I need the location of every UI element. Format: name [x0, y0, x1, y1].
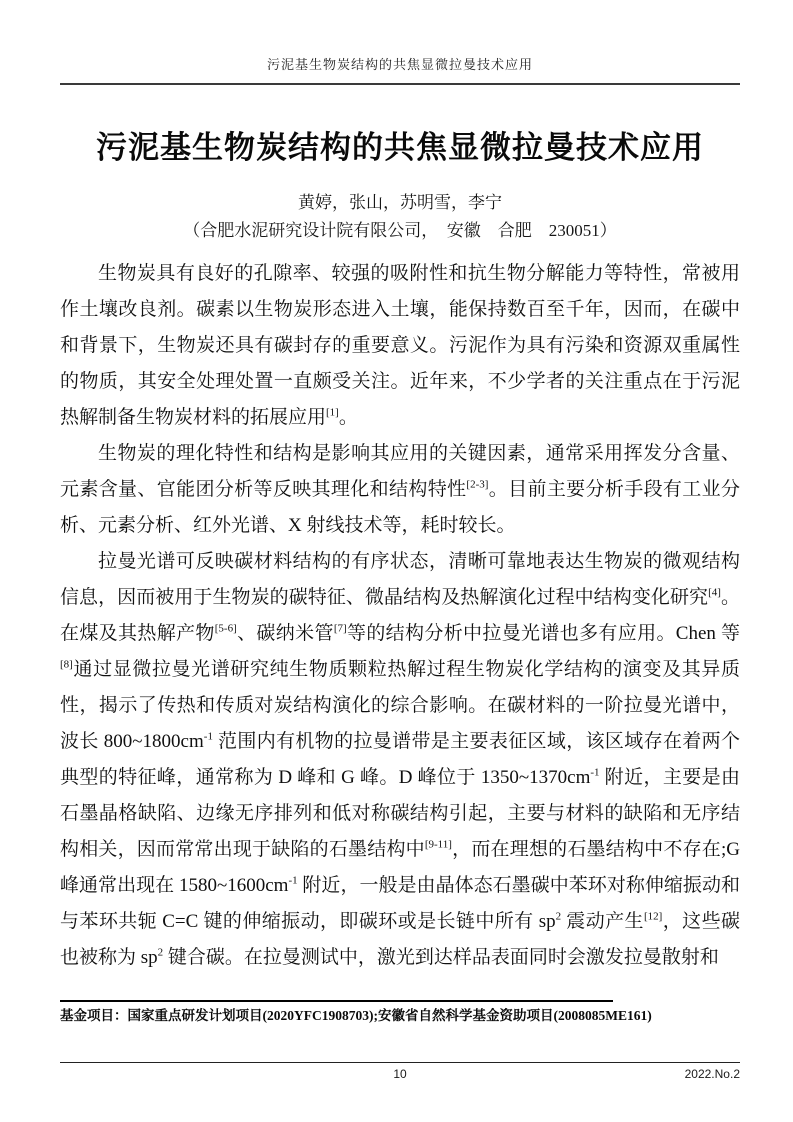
article-body: [60, 256, 740, 976]
page-number: 10: [393, 1067, 407, 1081]
paragraph: 拉曼光谱可反映碳材料结构的有序状态，清晰可靠地表达生物炭的微观结构信息，因而被用于生物炭的碳特征、微晶结构及热解演化过程中结构变化研究[4]。在煤及其热解产物[5-6]、碳纳米管[7]等的结构分析中拉曼光谱也多有应用。Chen 等[8]通过显微拉曼光谱研究纯生物质颗粒热解过程生物炭化学结构的演变及其异质性，揭示了传热和传质对炭结构演化的综合影响。在碳材料的一阶拉曼光谱中，波长 $800\sim 1800cm^{-1}$ 范围内有机物的拉曼谱带是主要表征区域，该区域存在着两个典型的特征峰，通常称为 D 峰和 G 峰。D 峰位于 $1350\sim 1370cm^{-1}$ 附近，主要是由石墨晶格缺陷、边缘无序排列和低对称碳结构引起，主要与材料的缺陷和无序结构相关，因而常常出现于缺陷的石墨结构中[9-11]，而在理想的石墨结构中不存在;G 峰通常出现在 $1580\sim 1600cm^{-1}$ 附近，一般是由晶体态石墨碳中苯环对称伸缩振动和与苯环共轭 C=C 键的伸缩振动，即碳环或是长链中所有 $sp^2$ 震动产生[12]，这些碳也被称为 $sp^2$ 键合碳。在拉曼测试中，激光到达样品表面同时会激发拉曼散射和: [60, 551, 740, 968]
paragraph: 生物炭具有良好的孔隙率、较强的吸附性和抗生物分解能力等特性，常被用作土壤改良剂。碳素以生物炭形态进入土壤，能保持数百至千年，因而，在碳中和背景下，生物炭还具有碳封存的重要意义。污泥作为具有污染和资源双重属性的物质，其安全处理处置一直颇受关注。近年来，不少学者的关注重点在于污泥热解制备生物炭材料的拓展应用[1]。: [60, 263, 740, 428]
running-header: 污泥基生物炭结构的共焦显微拉曼技术应用: [266, 57, 533, 72]
paragraph: 生物炭的理化特性和结构是影响其应用的关键因素，通常采用挥发分含量、元素含量、官能团分析等反映其理化和结构特性[2-3]。目前主要分析手段有工业分析、元素分析、红外光谱、X 射线技术等，耗时较长。: [60, 443, 740, 536]
page-title: 污泥基生物炭结构的共焦显微拉曼技术应用: [96, 130, 704, 165]
page-footer: [60, 1062, 740, 1083]
authors-line: 黄婷，张山，苏明雪，李宁: [298, 193, 502, 212]
header-rule: [60, 83, 740, 85]
funding-footnote: 基金项目：国家重点研发计划项目(2020YFC1908703);安徽省自然科学基金资助项目(2008085ME161): [60, 1008, 652, 1023]
affiliation-line: （合肥水泥研究设计院有限公司， 安徽 合肥 230051）: [183, 221, 617, 240]
footnote-separator: [60, 1000, 613, 1002]
issue-label: 2022.No.2: [684, 1067, 740, 1081]
